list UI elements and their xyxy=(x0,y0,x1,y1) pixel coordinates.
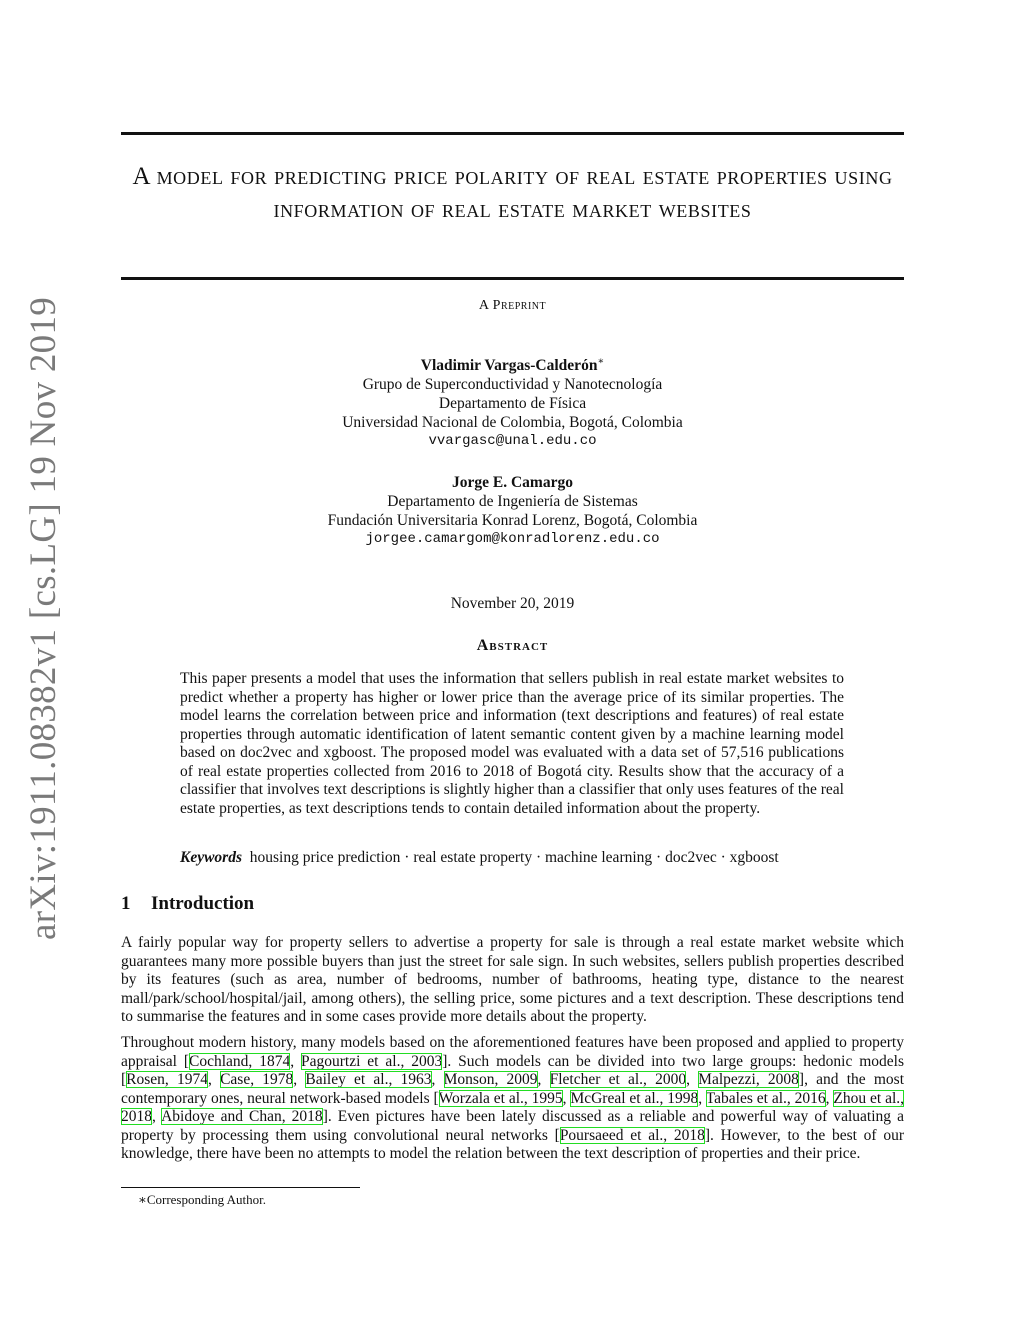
author-block-2 xyxy=(121,473,904,549)
citation-link[interactable]: Zhou et al., 2018 xyxy=(121,1089,905,1125)
citation-link[interactable]: Poursaeed et al., 2018 xyxy=(559,1126,705,1144)
preprint-label: A Preprint xyxy=(478,298,547,313)
citation-link[interactable]: Pagourtzi et al., 2003 xyxy=(300,1052,443,1070)
title-top-rule xyxy=(121,132,904,135)
affiliation-line: Departamento de Física xyxy=(438,395,587,413)
keywords-line xyxy=(180,849,844,867)
abstract-heading: Abstract xyxy=(476,637,549,654)
footnote: ∗Corresponding Author. xyxy=(138,1192,267,1207)
citation-link[interactable]: Rosen, 1974 xyxy=(126,1071,208,1088)
citation-link[interactable]: McGreal et al., 1998 xyxy=(570,1089,699,1107)
keywords-list: housing price prediction · real estate property · machine learning · doc2vec · xgboost xyxy=(249,849,779,866)
author-email: vvargasc@unal.edu.co xyxy=(428,433,597,450)
intro-paragraph-1: A fairly popular way for property sellers to advertise a property for sale is through a real estate market website which guarantees many more possible buyers than just the street for sale sign. In such websites, sellers publish properties described by its features (such as area, number of bedrooms, number of bathrooms, heating type, distance to the nearest mall/park/school/hospital/jail, among others), the selling price, some pictures and a text description. These descriptions tend to summarise the features and in some cases provide more details about the property. xyxy=(121,934,904,1025)
intro-paragraph-2: Throughout modern history, many models based on the aforementioned features have been proposed and applied to property appraisal [Cochland, 1874, Pagourtzi et al., 2003]. Such models can be divided into two large groups: hedonic models [Rosen, 1974, Case, 1978, Bailey et al., 1963, Monson, 2009, Fletcher et al., 2000, Malpezzi, 2008], and the most contemporary ones, neural network-based models [Worzala et al., 1995, McGreal et al., 1998, Tabales et al., 2016, Zhou et al., 2018, Abidoye and Chan, 2018]. Even pictures have been lately discussed as a reliable and powerful way of valuating a property by processing them using convolutional neural networks [Poursaeed et al., 2018]. However, to the best of our knowledge, there have been no attempts to model the relation between the text description of properties and their price. xyxy=(121,1034,905,1162)
citation-link[interactable]: Fletcher et al., 2000 xyxy=(549,1071,687,1088)
arxiv-stamp: arXiv:1911.08382v1 [cs.LG] 19 Nov 2019 xyxy=(23,296,64,940)
abstract-text: This paper presents a model that uses the information that sellers publish in real estate market websites to predict whether a property has higher or lower price than the average price of its similar properties. The model learns the correlation between price and information (text descriptions and features) of real estate properties through automatic identification of latent semantic content given by a machine learning model based on doc2vec and xgboost. The proposed model was evaluated with a data set of 57,516 publications of real estate properties collected from 2016 to 2018 of Bogotá city. Results show that the accuracy of a classifier that involves text descriptions is slightly higher than a classifier that only uses features of the real estate properties, as text descriptions tends to contain detailed information about the property. xyxy=(180,670,844,817)
citation-link[interactable]: Worzala et al., 1995 xyxy=(438,1089,563,1107)
citation-link[interactable]: Tabales et al., 2016 xyxy=(705,1089,826,1107)
affiliation-line: Fundación Universitaria Konrad Lorenz, Bogotá, Colombia xyxy=(327,512,698,529)
citation-link[interactable]: Monson, 2009 xyxy=(443,1071,538,1088)
keywords-label: Keywords xyxy=(180,849,242,866)
title-bottom-rule xyxy=(121,277,904,280)
affiliation-line: Grupo de Superconductividad y Nanotecnología xyxy=(362,376,663,394)
publication-date: November 20, 2019 xyxy=(450,595,575,612)
author-email: jorgee.camargom@konradlorenz.edu.co xyxy=(365,531,660,547)
citation-link[interactable]: Case, 1978 xyxy=(220,1071,294,1088)
citation-link[interactable]: Abidoye and Chan, 2018 xyxy=(161,1108,323,1125)
paper-title: A model for predicting price polarity of real estate properties using information of real estate market websites xyxy=(132,163,893,223)
affiliation-line: Departamento de Ingeniería de Sistemas xyxy=(387,493,638,510)
author-name: Vladimir Vargas-Calderón∗ xyxy=(420,356,605,375)
citation-link[interactable]: Cochland, 1874 xyxy=(189,1052,291,1070)
citation-link[interactable]: Malpezzi, 2008 xyxy=(698,1071,799,1088)
author-block-1 xyxy=(121,352,904,451)
citation-link[interactable]: Bailey et al., 1963 xyxy=(305,1071,432,1088)
footnote-rule xyxy=(121,1187,360,1188)
affiliation-line: Universidad Nacional de Colombia, Bogotá, Colombia xyxy=(342,414,683,432)
author-name: Jorge E. Camargo xyxy=(452,474,573,491)
section-heading: 1 Introduction xyxy=(121,893,255,914)
